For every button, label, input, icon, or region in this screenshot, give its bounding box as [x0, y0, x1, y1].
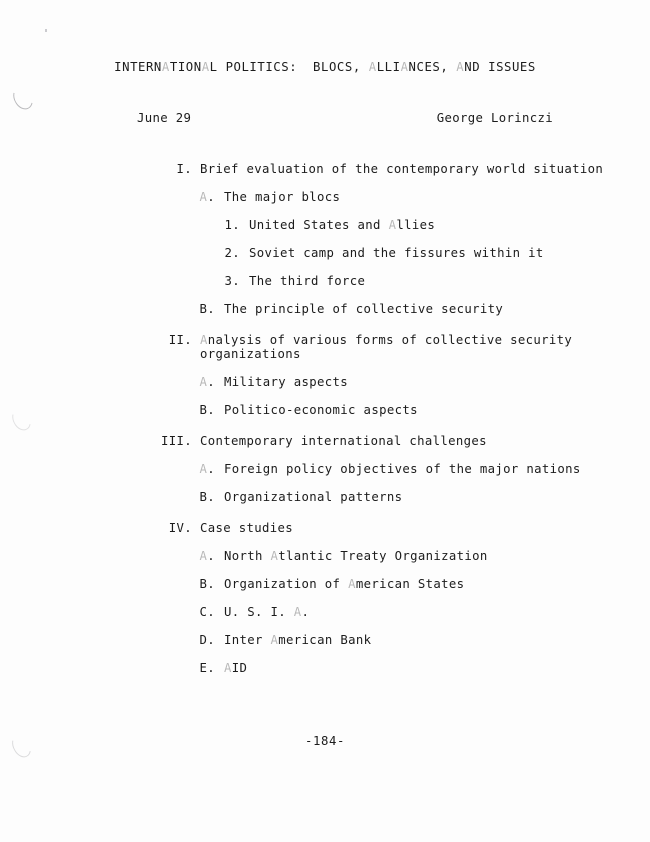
outline-section: [0, 434, 650, 504]
outline-item-text: The principle of collective security: [224, 302, 504, 316]
outline-item-text: Soviet camp and the fissures within it: [249, 246, 544, 260]
outline-item-text: AID: [224, 661, 248, 675]
outline-item-level-2: [0, 190, 650, 204]
outline-item-text: Inter American Bank: [224, 633, 372, 647]
outline-item-marker: A.: [199, 462, 215, 476]
outline-item-marker: B.: [199, 577, 215, 591]
outline-section: [0, 162, 650, 316]
document-date: June 29: [137, 111, 192, 125]
outline-item-level-2: [0, 375, 650, 389]
outline-item-marker: A.: [199, 375, 215, 389]
outline-item-level-3: [0, 246, 650, 260]
outline-section: [0, 521, 650, 675]
outline-list: [0, 162, 650, 675]
outline-item-text-continuation: organizations: [200, 347, 301, 361]
outline-item-marker: B.: [199, 302, 215, 316]
outline-item-text: Organizational patterns: [224, 490, 403, 504]
document-title: INTERNATIONAL POLITICS: BLOCS, ALLIANCES, AND ISSUES: [114, 60, 536, 74]
outline-item-level-1: [0, 162, 650, 176]
page-number: -184-: [304, 734, 346, 748]
outline-item-marker: B.: [199, 403, 215, 417]
outline-item-level-2: [0, 605, 650, 619]
outline-item-text: United States and Allies: [249, 218, 436, 232]
margin-binding-mark: [9, 83, 36, 113]
outline-item-marker: C.: [199, 605, 215, 619]
outline-item-level-3: [0, 218, 650, 232]
outline-item-level-2: [0, 403, 650, 417]
outline-item-marker: B.: [199, 490, 215, 504]
outline-item-marker: IV.: [168, 521, 192, 535]
outline-item-text: Case studies: [200, 521, 294, 535]
outline-item-text: U. S. I. A.: [224, 605, 310, 619]
outline-item-marker: D.: [199, 633, 215, 647]
outline-item-marker: 2.: [224, 246, 240, 260]
outline-item-level-3: [0, 274, 650, 288]
outline-item-level-2: [0, 549, 650, 563]
outline-item-text: The third force: [249, 274, 366, 288]
outline-item-level-1: [0, 333, 650, 361]
outline-item-marker: 1.: [224, 218, 240, 232]
outline-item-text: Brief evaluation of the contemporary world situation: [200, 162, 604, 176]
outline-section: [0, 333, 650, 417]
outline-item-level-2: [0, 633, 650, 647]
outline-item-level-2: [0, 302, 650, 316]
outline-item-marker: III.: [160, 434, 192, 448]
outline-item-text: Organization of American States: [224, 577, 465, 591]
outline-item-marker: 3.: [224, 274, 240, 288]
outline-item-marker: II.: [168, 333, 192, 347]
outline-item-marker: A.: [199, 549, 215, 563]
outline-item-level-2: [0, 490, 650, 504]
outline-item-text: North Atlantic Treaty Organization: [224, 549, 488, 563]
outline-item-text: Politico-economic aspects: [224, 403, 418, 417]
outline-item-text: Contemporary international challenges: [200, 434, 487, 448]
outline-item-marker: E.: [199, 661, 215, 675]
document-author: George Lorinczi: [436, 111, 553, 125]
outline-item-level-2: [0, 577, 650, 591]
scan-speck: [45, 29, 47, 32]
outline-item-text: Foreign policy objectives of the major nations: [224, 462, 581, 476]
outline-item-marker: I.: [176, 162, 192, 176]
outline-item-level-2: [0, 462, 650, 476]
outline-item-level-1: [0, 521, 650, 535]
outline-item-level-2: [0, 661, 650, 675]
outline-item-level-1: [0, 434, 650, 448]
outline-item-text: Analysis of various forms of collective security organizations: [200, 333, 573, 361]
outline-item-marker: A.: [199, 190, 215, 204]
outline-item-text: Military aspects: [224, 375, 349, 389]
byline: [137, 111, 553, 125]
outline-item-text: The major blocs: [224, 190, 341, 204]
